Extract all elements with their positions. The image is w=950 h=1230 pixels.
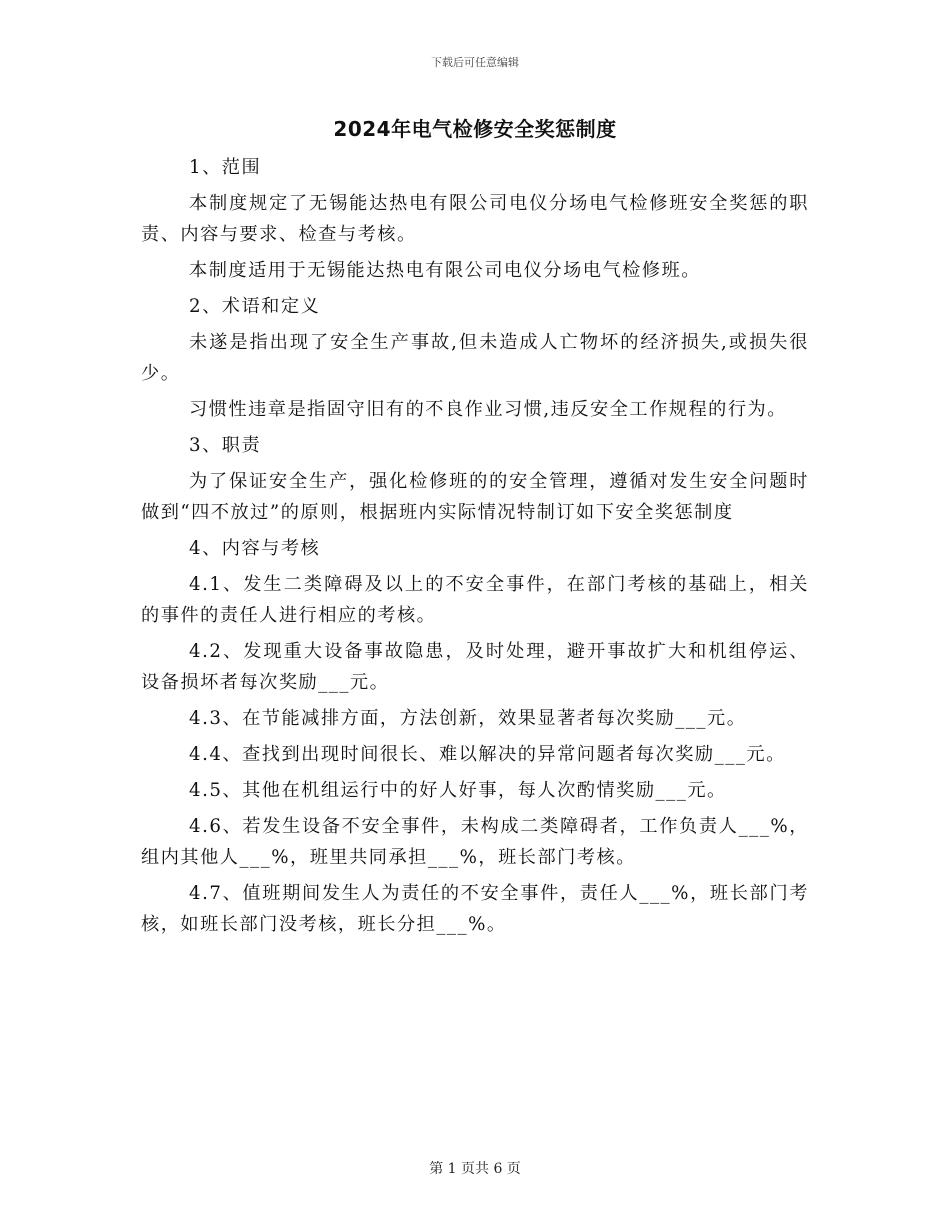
clause-4-4: 4.4、查找到出现时间很长、难以解决的异常问题者每次奖励___元。: [189, 744, 786, 765]
section-heading-content-assessment: 4、内容与考核: [189, 538, 321, 559]
clause-4-3: 4.3、在节能减排方面，方法创新，效果显著者每次奖励___元。: [189, 708, 747, 729]
document-title: 2024年电气检修安全奖惩制度: [333, 117, 617, 141]
paragraph-scope-definition: 本制度规定了无锡能达热电有限公司电仪分场电气检修班安全奖惩的职责、内容与要求、检查与考核。: [141, 193, 809, 245]
clause-4-6: 4.6、若发生设备不安全事件，未构成二类障碍者，工作负责人___%，组内其他人___%，班里共同承担___%，班长部门考核。: [141, 816, 809, 868]
clause-4-5: 4.5、其他在机组运行中的好人好事，每人次酌情奖励___元。: [189, 780, 727, 801]
clause-4-7: 4.7、值班期间发生人为责任的不安全事件，责任人___%，班长部门考核，如班长部门没考核，班长分担___%。: [141, 883, 809, 935]
header-note: 下载后可任意编辑: [431, 56, 519, 69]
section-heading-scope: 1、范围: [189, 157, 262, 178]
paragraph-term-habitual-violation: 习惯性违章是指固守旧有的不良作业习惯,违反安全工作规程的行为。: [189, 399, 787, 420]
clause-4-1: 4.1、发生二类障碍及以上的不安全事件，在部门考核的基础上，相关的事件的责任人进行相应的考核。: [141, 574, 809, 626]
section-heading-duties: 3、职责: [189, 435, 262, 456]
paragraph-scope-applicability: 本制度适用于无锡能达热电有限公司电仪分场电气检修班。: [189, 260, 701, 281]
paragraph-term-near-miss: 未遂是指出现了安全生产事故,但未造成人亡物坏的经济损失,或损失很少。: [141, 332, 809, 384]
clause-4-2: 4.2、发现重大设备事故隐患，及时处理，避开事故扩大和机组停运、设备损坏者每次奖励___元。: [141, 641, 809, 693]
section-heading-terms: 2、术语和定义: [189, 296, 321, 317]
document-body: [141, 152, 809, 945]
page-number: 第 1 页共 6 页: [429, 1161, 521, 1177]
paragraph-duties: 为了保证安全生产，强化检修班的的安全管理，遵循对发生安全问题时做到“四不放过”的原则，根据班内实际情况特制订如下安全奖惩制度: [141, 471, 809, 523]
